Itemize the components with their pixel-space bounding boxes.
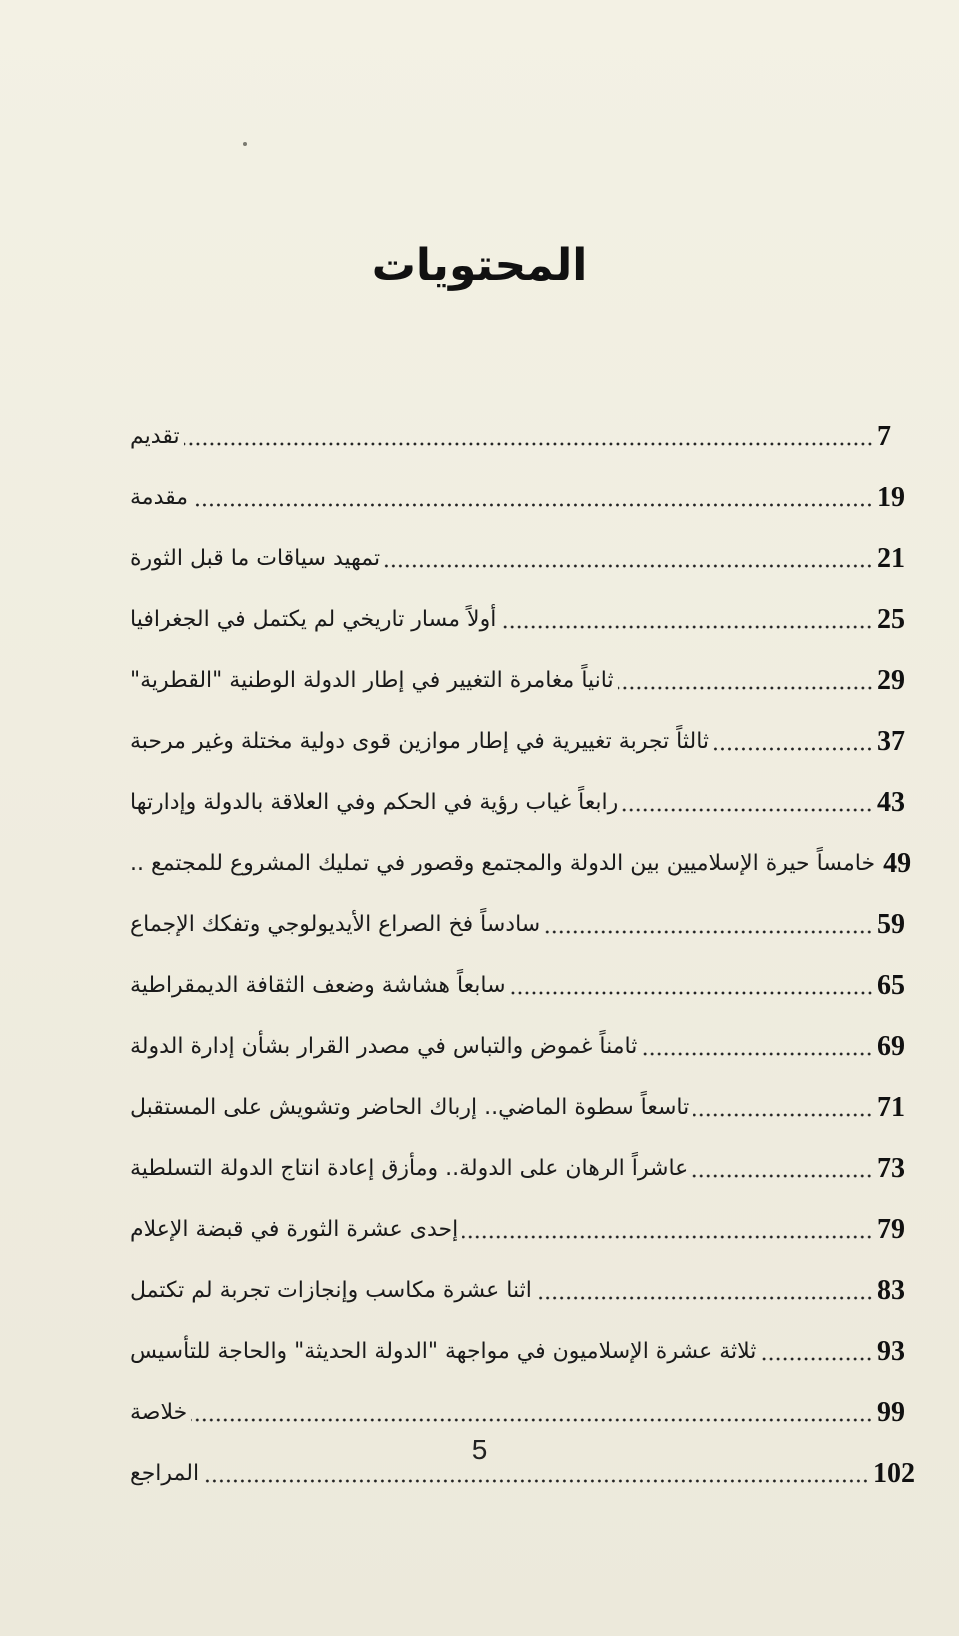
toc-entry-title: سادساً فخ الصراع الأيديولوجي وتفكك الإجماع — [130, 912, 541, 937]
toc-entry-page-number: 69 — [877, 1030, 905, 1062]
toc-dot-leader — [692, 1174, 873, 1178]
toc-entry-title: خلاصة — [130, 1400, 188, 1425]
toc-dot-leader — [191, 1418, 873, 1422]
toc-entry — [130, 1016, 915, 1077]
toc-entry-title: أولاً مسار تاريخي لم يكتمل في الجغرافيا — [130, 607, 497, 632]
toc-entry-title: خامساً حيرة الإسلاميين بين الدولة والمجتمع وقصور في تمليك المشروع للمجتمع .. — [130, 851, 876, 876]
toc-dot-leader — [760, 1357, 873, 1361]
toc-entry-title: إحدى عشرة الثورة في قبضة الإعلام — [130, 1217, 459, 1242]
toc-entry — [130, 833, 915, 894]
toc-entry-page-number: 93 — [877, 1335, 905, 1367]
toc-dot-leader — [544, 930, 873, 934]
toc-entry — [130, 589, 915, 650]
toc-dot-leader — [510, 991, 873, 995]
toc-entry-title: ثلاثة عشرة الإسلاميون في مواجهة "الدولة الحديثة" والحاجة للتأسيس — [130, 1339, 757, 1364]
toc-entry-page-number: 29 — [877, 664, 905, 696]
toc-entry — [130, 1321, 915, 1382]
toc-dot-leader — [192, 503, 873, 507]
toc-entry-title: رابعاً غياب رؤية في الحكم وفي العلاقة بالدولة وإدارتها — [130, 790, 619, 815]
toc-dot-leader — [536, 1296, 873, 1300]
toc-entry-title: مقدمة — [130, 485, 189, 510]
toc-dot-leader — [203, 1479, 869, 1483]
toc-entry-page-number: 7 — [877, 420, 891, 452]
toc-dot-leader — [622, 808, 873, 812]
toc-dot-leader — [641, 1052, 873, 1056]
toc-entry — [130, 894, 915, 955]
toc-entry — [130, 955, 915, 1016]
toc-entry — [130, 772, 915, 833]
toc-entry — [130, 1077, 915, 1138]
toc-entry — [130, 711, 915, 772]
toc-entry — [130, 1199, 915, 1260]
toc-entry — [130, 650, 915, 711]
toc-entry-page-number: 65 — [877, 969, 905, 1001]
toc-entry-title: ثالثاً تجربة تغييرية في إطار موازين قوى دولية مختلة وغير مرحبة — [130, 729, 710, 754]
page-number: 5 — [471, 1434, 488, 1465]
toc-entry-page-number: 21 — [877, 542, 905, 574]
toc-dot-leader — [184, 442, 873, 446]
toc-entry-page-number: 71 — [877, 1091, 905, 1123]
toc-entry-page-number: 102 — [873, 1457, 915, 1489]
toc-entry — [130, 1260, 915, 1321]
toc-entry-page-number: 83 — [877, 1274, 905, 1306]
toc-entry-title: عاشراً الرهان على الدولة.. ومأزق إعادة انتاج الدولة التسلطية — [130, 1156, 689, 1181]
toc-entry-page-number: 37 — [877, 725, 905, 757]
toc-entry-page-number: 59 — [877, 908, 905, 940]
toc-entry-title: ثانياً مغامرة التغيير في إطار الدولة الوطنية "القطرية" — [130, 668, 614, 693]
toc-dot-leader — [384, 564, 873, 568]
paper-speck — [243, 142, 247, 146]
toc-entry-page-number: 25 — [877, 603, 905, 635]
toc-entry-page-number: 73 — [877, 1152, 905, 1184]
toc-entry-title: اثنا عشرة مكاسب وإنجازات تجربة لم تكتمل — [130, 1278, 532, 1303]
toc-entry-title: تمهيد سياقات ما قبل الثورة — [130, 546, 381, 571]
toc-dot-leader — [693, 1113, 873, 1117]
toc-entry — [130, 406, 915, 467]
toc-entry — [130, 467, 915, 528]
toc-dot-leader — [713, 747, 873, 751]
toc-entry-title: تقديم — [130, 424, 180, 449]
toc-entry-page-number: 43 — [877, 786, 905, 818]
table-of-contents — [130, 406, 915, 1504]
toc-entry-page-number: 49 — [883, 847, 912, 879]
toc-entry-page-number: 99 — [877, 1396, 905, 1428]
toc-dot-leader — [462, 1235, 873, 1239]
toc-entry-title: المراجع — [130, 1461, 200, 1486]
toc-entry-page-number: 79 — [877, 1213, 905, 1245]
page-title: المحتويات — [371, 240, 588, 291]
toc-dot-leader — [500, 625, 873, 629]
toc-entry-title: سابعاً هشاشة وضعف الثقافة الديمقراطية — [130, 973, 506, 998]
toc-entry-page-number: 19 — [877, 481, 905, 513]
toc-entry — [130, 1138, 915, 1199]
toc-entry — [130, 528, 915, 589]
toc-dot-leader — [618, 686, 873, 690]
toc-entry-title: ثامناً غموض والتباس في مصدر القرار بشأن إدارة الدولة — [130, 1034, 638, 1059]
toc-entry-title: تاسعاً سطوة الماضي.. إرباك الحاضر وتشويش على المستقبل — [130, 1095, 690, 1120]
